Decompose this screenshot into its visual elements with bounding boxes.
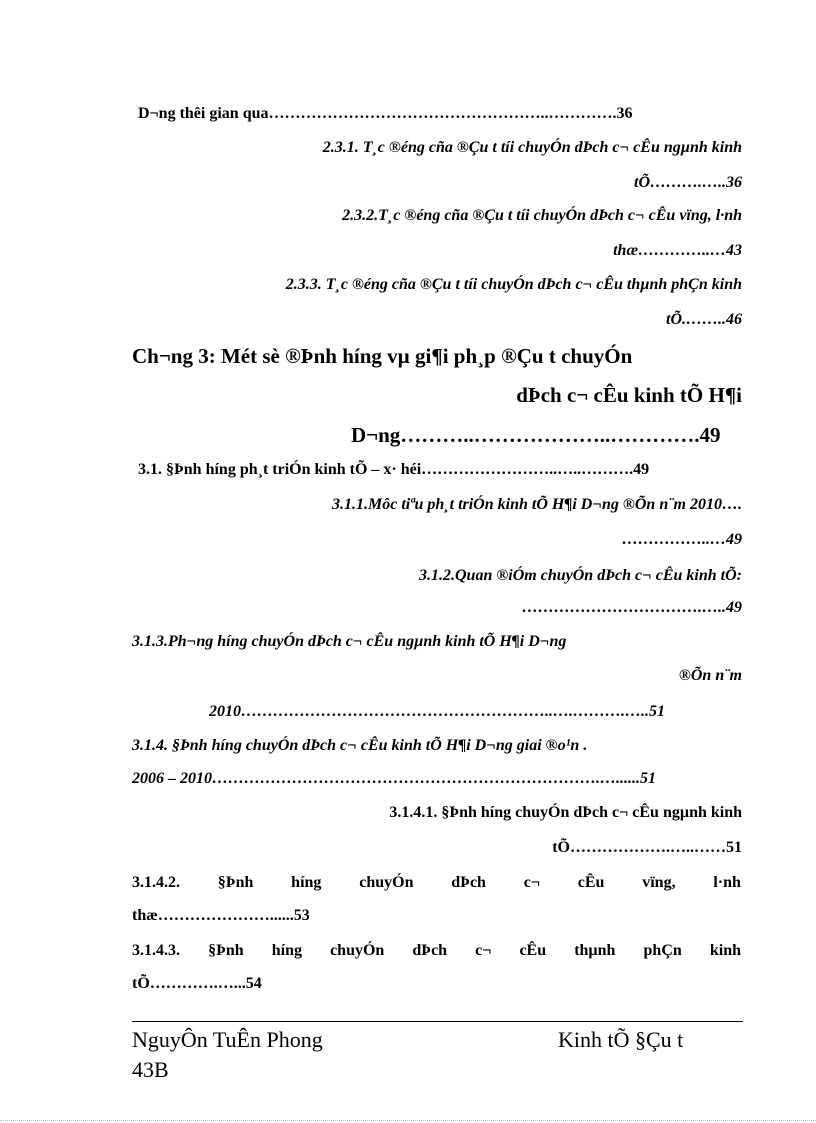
toc-entry-3-1-4-1: 3.1.4.1. §Þnh híng chuyÓn dÞch c¬ cÊu ngµnh kinh: [389, 804, 742, 821]
toc-entry-3-1-3: 3.1.3.Ph¬ng híng chuyÓn dÞch c¬ cÊu ngµnh kinh tÕ H¶i D¬ng: [132, 633, 567, 650]
word: kinh: [709, 942, 741, 959]
word: c¬: [523, 874, 540, 891]
toc-line-continuation: D¬ng thêi gian qua……………………………………………..………….36: [138, 105, 633, 122]
toc-entry-3-1-2-page: …………………………….…..49: [522, 599, 742, 616]
toc-entry-3-1-4-2: [132, 873, 741, 893]
toc-entry-3-1-4-page: 2006 – 2010……………………………………………………………….…......51: [132, 770, 656, 787]
chapter-3-heading-cont: dÞch c¬ cÊu kinh tÕ H¶i: [516, 383, 742, 407]
word: phÇn: [643, 942, 682, 959]
word: híng: [291, 874, 322, 891]
footer-author: NguyÔn TuÊn Phong: [132, 1027, 323, 1052]
toc-entry-3-1-4-3-page: tÕ………….…...54: [132, 975, 262, 992]
footer-subject: Kinh tÕ §Çu t: [558, 1027, 684, 1052]
word: 3.1.4.2.: [132, 874, 180, 891]
word: c¬: [475, 942, 492, 959]
toc-entry-2-3-1-page: tÕ……….…..36: [634, 174, 742, 191]
word: híng: [271, 942, 302, 959]
word: chuyÓn: [330, 942, 385, 959]
toc-entry-2-3-2: 2.3.2.T¸c ®éng cña ®Çu t tíi chuyÓn dÞch c¬ cÊu vïng, l·nh: [342, 207, 742, 224]
toc-entry-2-3-3-page: tÕ.……..46: [666, 311, 742, 328]
word: dÞch: [451, 874, 486, 891]
toc-entry-3-1: 3.1. §Þnh híng ph¸t triÓn kinh tÕ – x· héi……………………..…..……….49: [138, 461, 650, 478]
word: dÞch: [412, 942, 448, 959]
footer-rule: [132, 1021, 743, 1022]
chapter-3-heading: Ch¬ng 3: Mét sè ®Þnh híng vµ gi¶i ph¸p ®Çu t chuyÓn: [132, 344, 633, 368]
word: cÊu: [577, 874, 605, 891]
toc-entry-3-1-4: 3.1.4. §Þnh híng chuyÓn dÞch c¬ cÊu kinh tÕ H¶i D¬ng giai ®o¹n .: [132, 737, 588, 754]
footer-class: 43B: [132, 1057, 169, 1082]
word: thµnh: [574, 942, 616, 959]
toc-entry-3-1-1: 3.1.1.Môc tiªu ph¸t triÓn kinh tÕ H¶i D¬ng ®Õn n¨m 2010….: [332, 496, 742, 513]
word: §Þnh: [217, 874, 254, 891]
word: vïng,: [642, 874, 676, 891]
word: chuyÓn: [359, 874, 414, 891]
word: cÊu: [519, 942, 547, 959]
toc-entry-3-1-2: 3.1.2.Quan ®iÓm chuyÓn dÞch c¬ cÊu kinh tÕ:: [418, 567, 742, 584]
page-bottom-edge: [0, 1120, 816, 1121]
toc-entry-2-3-3: 2.3.3. T¸c ®éng cña ®Çu t tíi chuyÓn dÞch c¬ cÊu thµnh phÇn kinh: [285, 276, 742, 293]
toc-entry-3-1-4-2-page: thæ…………………......53: [132, 907, 310, 924]
toc-entry-3-1-1-page: ……………..…49: [622, 531, 742, 548]
toc-entry-2-3-2-page: thæ…………..…43: [613, 242, 742, 259]
toc-entry-2-3-1: 2.3.1. T¸c ®éng cña ®Çu t tíi chuyÓn dÞch c¬ cÊu ngµnh kinh: [322, 139, 742, 156]
word: 3.1.4.3.: [132, 942, 180, 959]
word: l·nh: [713, 874, 741, 891]
toc-entry-3-1-3-cont: ®Õn n¨m: [678, 667, 742, 684]
chapter-3-heading-page: D¬ng………..………………..………….49: [351, 423, 721, 447]
word: §Þnh: [208, 942, 244, 959]
toc-entry-3-1-4-1-page: tÕ……………….…..……51: [552, 839, 742, 856]
toc-entry-3-1-4-3: [132, 941, 741, 961]
toc-entry-3-1-3-page: 2010…………………………………………………..….……….…..51: [209, 703, 665, 720]
